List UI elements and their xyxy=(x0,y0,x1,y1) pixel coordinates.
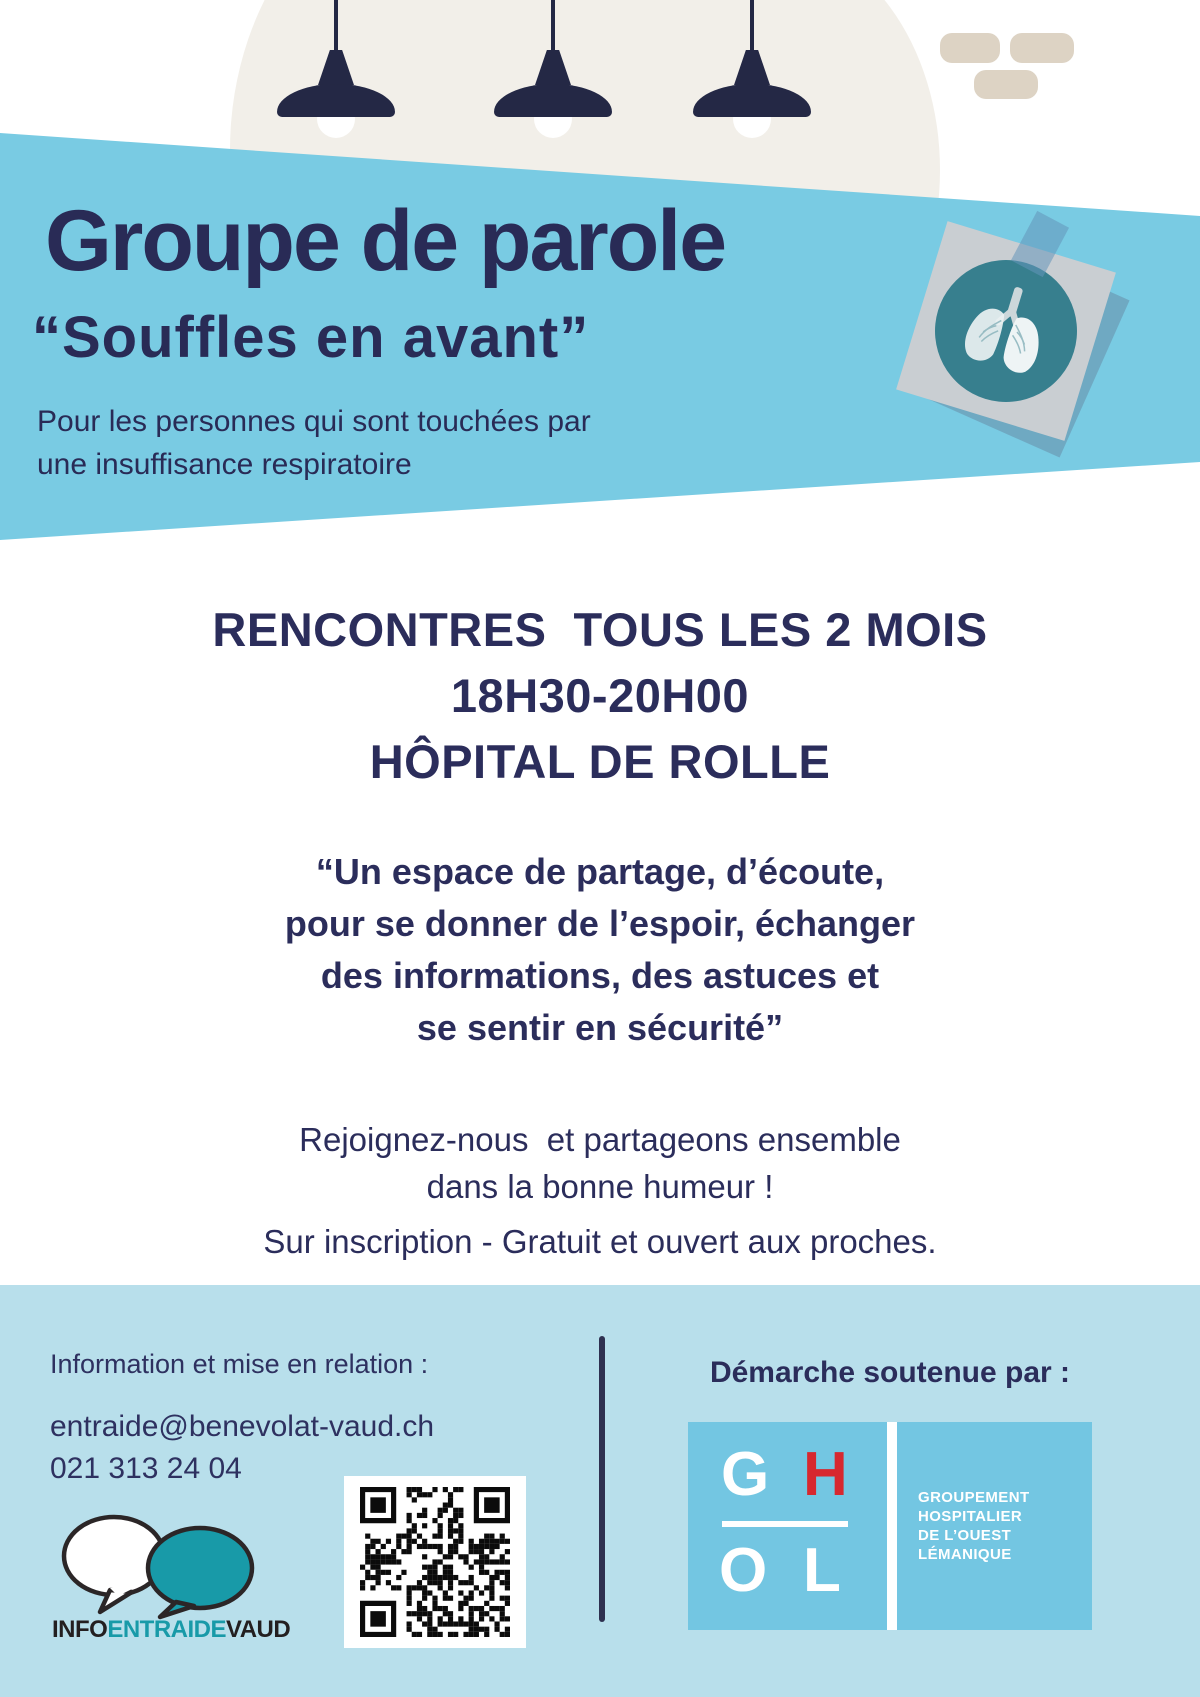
decor-block xyxy=(1010,33,1074,63)
quote-line: des informations, des astuces et xyxy=(320,955,880,996)
pendant-lamp-icon xyxy=(494,0,612,140)
ghol-letter-o: O xyxy=(719,1536,768,1605)
lamp-cord xyxy=(334,0,338,52)
ghol-name-line: HOSPITALIER xyxy=(918,1508,1023,1525)
ghol-letter-g: G xyxy=(721,1440,770,1509)
contact-heading: Information et mise en relation : xyxy=(50,1349,429,1379)
lamp-socket xyxy=(318,50,354,85)
lamp-socket xyxy=(734,50,770,85)
join-block xyxy=(0,1116,1200,1265)
description-line: Pour les personnes qui sont touchées par xyxy=(37,405,591,438)
ghol-name-line: LÉMANIQUE xyxy=(918,1546,1012,1563)
brand-entraide: ENTRAIDE xyxy=(107,1616,226,1643)
page-subtitle: “Souffles en avant” xyxy=(32,305,590,370)
infoentraide-logo-text xyxy=(52,1616,290,1644)
lamp-shade xyxy=(277,84,395,117)
speech-bubbles-icon xyxy=(48,1512,268,1620)
ghol-name-line: GROUPEMENT xyxy=(918,1489,1030,1506)
lamp-socket xyxy=(535,50,571,85)
support-heading: Démarche soutenue par : xyxy=(709,1356,1071,1389)
meeting-frequency: RENCONTRES TOUS LES 2 MOIS xyxy=(212,603,988,656)
qr-code-pattern xyxy=(360,1487,510,1637)
header-description xyxy=(37,400,591,486)
pendant-lamp-icon xyxy=(693,0,811,140)
ghol-full-name xyxy=(918,1488,1030,1564)
lamp-shade xyxy=(494,84,612,117)
ghol-divider-bar xyxy=(887,1422,897,1630)
lamp-cord xyxy=(551,0,555,52)
ghol-letter-l: L xyxy=(803,1536,841,1605)
contact-phone: 021 313 24 04 xyxy=(50,1452,242,1485)
registration-line: Sur inscription - Gratuit et ouvert aux proches. xyxy=(263,1223,937,1260)
ghol-logo xyxy=(688,1422,1092,1630)
join-line: dans la bonne humeur ! xyxy=(426,1168,774,1205)
meeting-place: HÔPITAL DE ROLLE xyxy=(369,735,831,788)
meeting-info xyxy=(0,597,1200,795)
lamp-cord xyxy=(750,0,754,52)
decor-block xyxy=(940,33,1000,63)
brand-vaud: VAUD xyxy=(226,1616,291,1643)
page-title: Groupe de parole xyxy=(45,193,726,289)
quote-block xyxy=(0,846,1200,1054)
description-line: une insuffisance respiratoire xyxy=(37,448,412,481)
quote-line: pour se donner de l’espoir, échanger xyxy=(284,903,916,944)
lungs-icon xyxy=(939,264,1074,399)
meeting-time: 18H30-20H00 xyxy=(450,669,750,722)
join-line: Rejoignez-nous et partageons ensemble xyxy=(299,1121,901,1158)
contact-email: entraide@benevolat-vaud.ch xyxy=(50,1410,435,1443)
decor-block xyxy=(974,70,1038,99)
brand-info: INFO xyxy=(52,1616,108,1643)
lungs-circle xyxy=(917,242,1094,419)
quote-line: “Un espace de partage, d’écoute, xyxy=(315,851,885,892)
ghol-letter-h: H xyxy=(803,1440,848,1509)
quote-line: se sentir en sécurité” xyxy=(416,1007,784,1048)
pendant-lamp-icon xyxy=(277,0,395,140)
qr-code xyxy=(344,1476,526,1648)
footer-divider xyxy=(599,1336,605,1622)
ghol-name-line: DE L’OUEST xyxy=(918,1527,1012,1544)
ghol-rule xyxy=(722,1521,848,1527)
lamp-shade xyxy=(693,84,811,117)
